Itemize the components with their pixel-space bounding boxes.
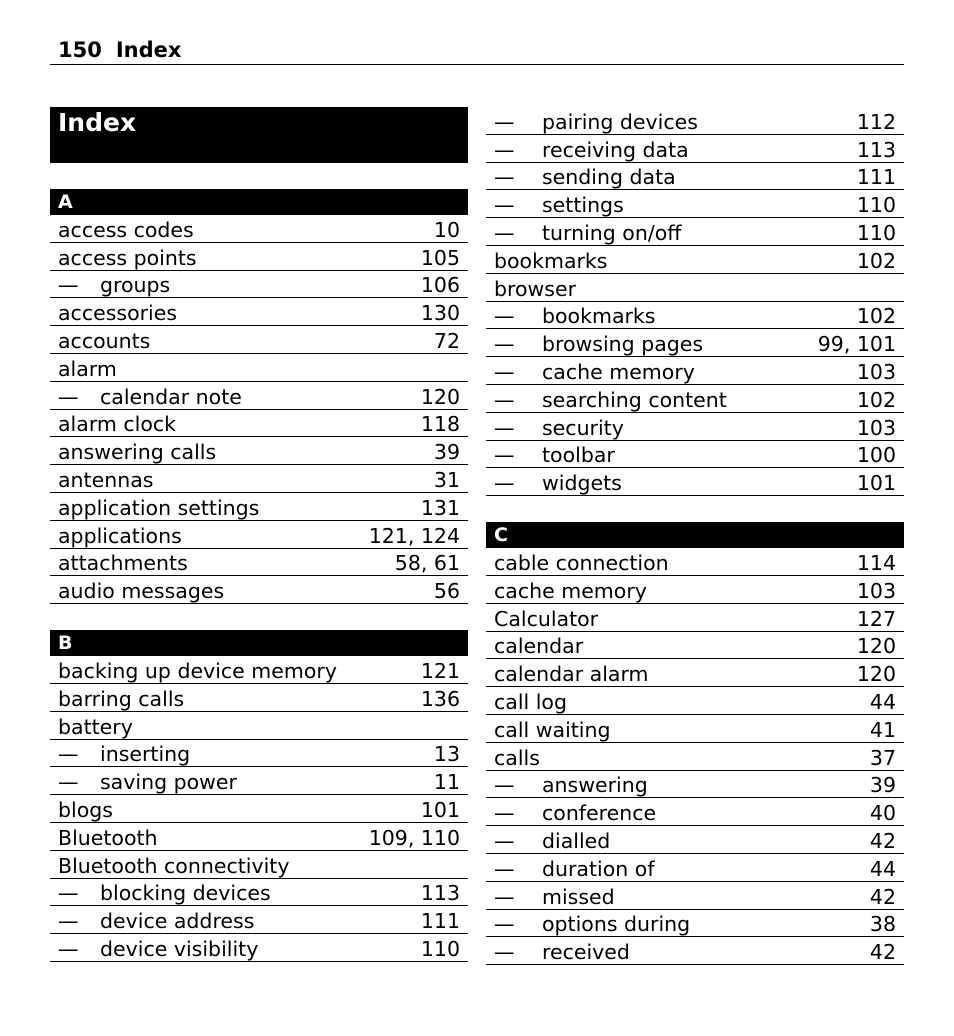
- entry-pages: 10: [433, 217, 460, 242]
- index-subentry: [486, 218, 904, 246]
- section-letter-a: A: [50, 189, 468, 215]
- index-entry: [50, 326, 468, 354]
- entry-term-text: device visibility: [100, 936, 259, 961]
- index-list-c: [486, 548, 904, 965]
- subentry-dash: —: [494, 884, 515, 909]
- entry-pages: 11: [433, 770, 460, 795]
- index-entry: [50, 656, 468, 684]
- entry-term-text: duration of: [542, 856, 655, 881]
- index-entry: [50, 795, 468, 823]
- entry-term: [486, 138, 857, 162]
- entry-term: [50, 329, 434, 353]
- index-entry: [486, 659, 904, 687]
- subentry-dash: —: [494, 109, 515, 134]
- subentry-dash: —: [58, 742, 79, 767]
- entry-term-text: calendar note: [100, 384, 242, 409]
- subentry-dash: —: [494, 304, 515, 329]
- subentry-dash: —: [58, 770, 79, 795]
- entry-pages: 114: [856, 550, 896, 575]
- index-subentry: [486, 385, 904, 413]
- subentry-dash: —: [494, 471, 515, 496]
- index-subentry: [486, 882, 904, 910]
- entry-term: [486, 471, 857, 495]
- entry-term-text: antennas: [58, 467, 154, 492]
- index-subentry: [486, 413, 904, 441]
- entry-term: [486, 360, 857, 384]
- entry-term-text: audio messages: [58, 579, 225, 604]
- entry-term: [486, 662, 857, 686]
- index-entry: [486, 687, 904, 715]
- entry-pages: 39: [433, 440, 460, 465]
- index-entry: [486, 548, 904, 576]
- entry-term-text: blogs: [58, 797, 113, 822]
- entry-term: [50, 659, 421, 683]
- entry-pages: 38: [869, 912, 896, 937]
- entry-term: [486, 579, 857, 603]
- index-subentry: [50, 879, 468, 907]
- index-subentry: [486, 854, 904, 882]
- index-list-a: [50, 215, 468, 604]
- section-letter-c: C: [486, 522, 904, 548]
- entry-pages: 102: [856, 248, 896, 273]
- entry-pages: 103: [856, 415, 896, 440]
- entry-term-text: saving power: [100, 770, 237, 795]
- entry-term: [50, 687, 421, 711]
- entry-term-text: call log: [494, 689, 567, 714]
- index-entry: [486, 274, 904, 302]
- index-entry: [486, 246, 904, 274]
- entry-pages: 31: [433, 467, 460, 492]
- entry-pages: 44: [869, 689, 896, 714]
- entry-term-text: security: [542, 415, 624, 440]
- entry-pages: 40: [869, 801, 896, 826]
- index-subentry: [486, 771, 904, 799]
- subentry-dash: —: [494, 801, 515, 826]
- subentry-dash: —: [58, 936, 79, 961]
- entry-term-text: inserting: [100, 742, 191, 767]
- subentry-dash: —: [494, 773, 515, 798]
- entry-term: [50, 798, 421, 822]
- index-entry: [50, 465, 468, 493]
- subentry-dash: —: [58, 273, 79, 298]
- index-list-b-continued: [486, 107, 904, 496]
- index-subentry: [486, 826, 904, 854]
- entry-term: [486, 249, 857, 273]
- entry-term: [50, 826, 369, 850]
- entry-pages: 120: [420, 384, 460, 409]
- index-entry: [50, 549, 468, 577]
- subentry-dash: —: [494, 443, 515, 468]
- index-subentry: [50, 271, 468, 299]
- entry-term: [50, 551, 395, 575]
- entry-term-text: dialled: [542, 828, 611, 853]
- index-subentry: [486, 798, 904, 826]
- index-entry: [50, 493, 468, 521]
- entry-term-text: cable connection: [494, 550, 669, 575]
- entry-pages: 111: [856, 165, 896, 190]
- entry-term: [486, 885, 870, 909]
- index-entry: [486, 604, 904, 632]
- entry-term-text: toolbar: [542, 443, 615, 468]
- index-subentry: [486, 329, 904, 357]
- subentry-dash: —: [494, 415, 515, 440]
- subentry-dash: —: [494, 940, 515, 965]
- entry-pages: 39: [869, 773, 896, 798]
- entry-term: [486, 277, 896, 301]
- entry-term: [486, 801, 870, 825]
- index-subentry: [486, 190, 904, 218]
- subentry-dash: —: [494, 912, 515, 937]
- entry-pages: 101: [420, 797, 460, 822]
- entry-pages: 127: [856, 606, 896, 631]
- entry-term: [50, 412, 421, 436]
- entry-term-text: alarm: [58, 356, 117, 381]
- entry-pages: 105: [420, 245, 460, 270]
- index-entry: [50, 410, 468, 438]
- entry-pages: 56: [433, 579, 460, 604]
- entry-term: [50, 524, 369, 548]
- entry-pages: 100: [856, 443, 896, 468]
- entry-term-text: browsing pages: [542, 332, 704, 357]
- subentry-dash: —: [58, 881, 79, 906]
- entry-pages: 120: [856, 662, 896, 687]
- index-subentry: [486, 163, 904, 191]
- entry-term: [50, 770, 434, 794]
- index-entry: [486, 715, 904, 743]
- index-subentry: [50, 934, 468, 962]
- entry-term-text: backing up device memory: [58, 658, 337, 683]
- subentry-dash: —: [494, 220, 515, 245]
- entry-term: [486, 443, 857, 467]
- entry-pages: 110: [856, 220, 896, 245]
- entry-pages: 136: [420, 686, 460, 711]
- index-subentry: [486, 910, 904, 938]
- index-subentry: [50, 740, 468, 768]
- entry-term: [50, 742, 434, 766]
- entry-term: [486, 551, 857, 575]
- subentry-dash: —: [494, 359, 515, 384]
- index-entry: [50, 851, 468, 879]
- entry-term: [486, 221, 857, 245]
- entry-term: [486, 416, 857, 440]
- entry-term-text: Bluetooth: [58, 825, 158, 850]
- entry-term-text: groups: [100, 273, 171, 298]
- index-entry: [50, 823, 468, 851]
- entry-pages: 37: [869, 745, 896, 770]
- entry-term-text: received: [542, 940, 630, 965]
- index-entry: [486, 576, 904, 604]
- right-column: [486, 107, 904, 965]
- entry-term: [486, 940, 870, 964]
- entry-term-text: calendar: [494, 634, 584, 659]
- entry-term-text: call waiting: [494, 717, 611, 742]
- entry-pages: 102: [856, 387, 896, 412]
- entry-pages: 130: [420, 301, 460, 326]
- entry-term: [486, 912, 870, 936]
- entry-term: [50, 468, 434, 492]
- entry-term-text: settings: [542, 193, 624, 218]
- entry-pages: 113: [420, 881, 460, 906]
- index-entry: [50, 521, 468, 549]
- index-subentry: [486, 135, 904, 163]
- left-column: [50, 107, 468, 962]
- entry-term-text: bookmarks: [542, 304, 656, 329]
- entry-pages: 102: [856, 304, 896, 329]
- entry-term: [50, 385, 421, 409]
- subentry-dash: —: [494, 137, 515, 162]
- entry-term: [486, 193, 857, 217]
- entry-term: [50, 440, 434, 464]
- entry-term-text: Bluetooth connectivity: [58, 853, 290, 878]
- index-subentry: [486, 302, 904, 330]
- index-entry: [50, 712, 468, 740]
- subentry-dash: —: [494, 193, 515, 218]
- entry-pages: 41: [869, 717, 896, 742]
- entry-pages: 42: [869, 828, 896, 853]
- entry-term-text: browser: [494, 276, 577, 301]
- entry-pages: 42: [869, 884, 896, 909]
- entry-term: [50, 715, 460, 739]
- running-title: Index: [115, 38, 182, 62]
- entry-term-text: application settings: [58, 495, 260, 520]
- entry-pages: 106: [420, 273, 460, 298]
- entry-pages: 110: [420, 936, 460, 961]
- entry-term: [486, 388, 857, 412]
- subentry-dash: —: [58, 384, 79, 409]
- entry-term-text: accounts: [58, 328, 151, 353]
- entry-term-text: calls: [494, 745, 540, 770]
- subentry-dash: —: [494, 387, 515, 412]
- entry-term: [50, 496, 421, 520]
- entry-term-text: Calculator: [494, 606, 599, 631]
- subentry-dash: —: [494, 165, 515, 190]
- entry-term: [50, 579, 434, 603]
- entry-term-text: sending data: [542, 165, 676, 190]
- entry-pages: 99, 101: [817, 332, 896, 357]
- entry-term: [50, 301, 421, 325]
- index-subentry: [486, 937, 904, 965]
- entry-term-text: answering calls: [58, 440, 217, 465]
- index-subentry: [50, 382, 468, 410]
- entry-pages: 13: [433, 742, 460, 767]
- index-heading: Index: [50, 107, 468, 163]
- entry-term-text: applications: [58, 523, 182, 548]
- entry-pages: 118: [420, 412, 460, 437]
- entry-term-text: cache memory: [542, 359, 695, 384]
- index-entry: [486, 743, 904, 771]
- entry-term: [486, 690, 870, 714]
- entry-pages: 42: [869, 940, 896, 965]
- entry-pages: 121: [420, 658, 460, 683]
- entry-term-text: answering: [542, 773, 648, 798]
- entry-term-text: pairing devices: [542, 109, 698, 134]
- entry-term-text: blocking devices: [100, 881, 271, 906]
- index-subentry: [486, 441, 904, 469]
- entry-term-text: access codes: [58, 217, 194, 242]
- entry-term-text: accessories: [58, 301, 178, 326]
- entry-term-text: receiving data: [542, 137, 689, 162]
- entry-term-text: device address: [100, 909, 255, 934]
- subentry-dash: —: [494, 828, 515, 853]
- entry-pages: 44: [869, 856, 896, 881]
- entry-pages: 72: [433, 328, 460, 353]
- index-entry: [50, 354, 468, 382]
- entry-term-text: bookmarks: [494, 248, 608, 273]
- index-entry: [50, 576, 468, 604]
- index-entry: [50, 215, 468, 243]
- entry-term-text: options during: [542, 912, 691, 937]
- entry-term-text: calendar alarm: [494, 662, 649, 687]
- entry-term: [486, 829, 870, 853]
- entry-term-text: conference: [542, 801, 657, 826]
- entry-term: [486, 773, 870, 797]
- entry-term: [486, 304, 857, 328]
- entry-term: [486, 607, 857, 631]
- entry-term-text: barring calls: [58, 686, 185, 711]
- entry-pages: 112: [856, 109, 896, 134]
- entry-term: [486, 332, 818, 356]
- entry-term: [50, 937, 421, 961]
- entry-term: [486, 746, 870, 770]
- index-subentry: [50, 767, 468, 795]
- section-letter-b: B: [50, 630, 468, 656]
- entry-pages: 103: [856, 578, 896, 603]
- entry-pages: 120: [856, 634, 896, 659]
- entry-pages: 110: [856, 193, 896, 218]
- entry-term: [50, 909, 421, 933]
- entry-term-text: searching content: [542, 387, 727, 412]
- entry-pages: 111: [420, 909, 460, 934]
- index-entry: [50, 437, 468, 465]
- entry-term-text: cache memory: [494, 578, 647, 603]
- entry-term-text: alarm clock: [58, 412, 177, 437]
- entry-term: [50, 246, 421, 270]
- entry-term: [486, 634, 857, 658]
- index-subentry: [50, 906, 468, 934]
- page-header: [50, 36, 904, 65]
- entry-term-text: missed: [542, 884, 615, 909]
- entry-term-text: widgets: [542, 471, 622, 496]
- entry-pages: 103: [856, 359, 896, 384]
- entry-pages: 113: [856, 137, 896, 162]
- index-subentry: [486, 468, 904, 496]
- index-entry: [50, 243, 468, 271]
- subentry-dash: —: [494, 856, 515, 881]
- entry-term-text: battery: [58, 714, 133, 739]
- entry-pages: 121, 124: [368, 523, 460, 548]
- entry-term: [486, 718, 870, 742]
- index-entry: [486, 632, 904, 660]
- entry-term-text: attachments: [58, 551, 188, 576]
- entry-term: [50, 881, 421, 905]
- entry-term: [50, 357, 460, 381]
- entry-term-text: turning on/off: [542, 220, 682, 245]
- entry-pages: 109, 110: [368, 825, 460, 850]
- entry-term: [50, 273, 421, 297]
- index-list-b: [50, 656, 468, 962]
- entry-pages: 58, 61: [394, 551, 460, 576]
- index-subentry: [486, 357, 904, 385]
- subentry-dash: —: [494, 332, 515, 357]
- entry-term: [486, 165, 857, 189]
- entry-term: [50, 218, 434, 242]
- index-entry: [50, 298, 468, 326]
- entry-pages: 131: [420, 495, 460, 520]
- index-subentry: [486, 107, 904, 135]
- subentry-dash: —: [58, 909, 79, 934]
- entry-term: [486, 110, 857, 134]
- entry-term-text: access points: [58, 245, 197, 270]
- entry-term: [50, 854, 460, 878]
- index-entry: [50, 684, 468, 712]
- page-number: 150: [58, 38, 102, 62]
- entry-term: [486, 857, 870, 881]
- entry-pages: 101: [856, 471, 896, 496]
